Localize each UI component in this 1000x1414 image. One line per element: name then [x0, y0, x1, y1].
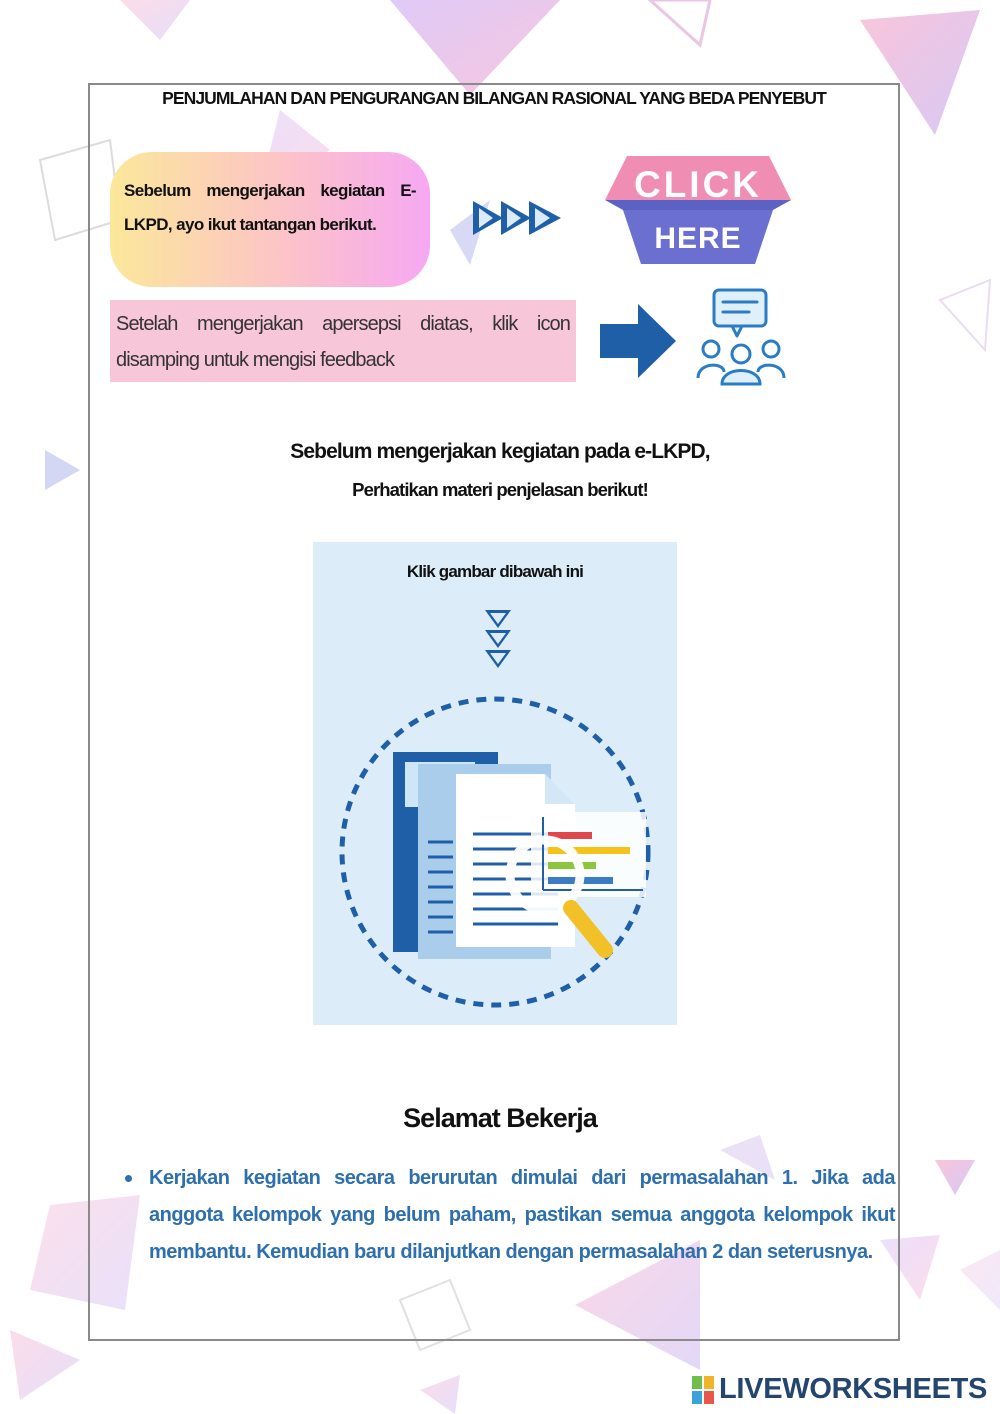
material-label: Klik gambar dibawah ini: [406, 562, 584, 581]
right-arrow-icon: [598, 302, 678, 380]
click-here-button[interactable]: [605, 154, 791, 266]
liveworksheets-logo: [692, 1373, 987, 1406]
here-label: HERE: [654, 222, 742, 255]
feedback-text: Setelah mengerjakan apersepsi diatas, klik icon disamping untuk mengisi feedback: [116, 313, 570, 371]
challenge-box: [110, 152, 430, 287]
brand-text: LIVEWORKSHEETS: [719, 1373, 988, 1405]
document-analysis-illustration: [313, 542, 677, 1025]
feedback-group-icon[interactable]: [694, 286, 788, 390]
instruction-list: [125, 1160, 895, 1271]
intro-subheading: Perhatikan materi penjelasan berikut!: [352, 479, 648, 500]
liveworksheets-logo-icon: [692, 1376, 714, 1404]
feedback-box: [110, 300, 576, 382]
material-image-link[interactable]: [313, 542, 677, 1025]
intro-heading: Sebelum mengerjakan kegiatan pada e-LKPD,: [290, 440, 710, 463]
instruction-item: Kerjakan kegiatan secara berurutan dimulai dari permasalahan 1. Jika ada anggota kelompok yang belum paham, pastikan semua anggota kelompok ikut membantu. Kemudian baru dilanjutkan dengan permasalahan 2 dan seterusnya.: [125, 1160, 895, 1271]
click-label: CLICK: [633, 164, 763, 205]
challenge-text: Sebelum mengerjakan kegiatan E-LKPD, ayo ikut tantangan berikut.: [124, 181, 416, 234]
page-title: PENJUMLAHAN DAN PENGURANGAN BILANGAN RASIONAL YANG BEDA PENYEBUT: [162, 88, 826, 108]
triple-arrow-icon: [471, 199, 565, 239]
closing-title: Selamat Bekerja: [403, 1103, 597, 1133]
